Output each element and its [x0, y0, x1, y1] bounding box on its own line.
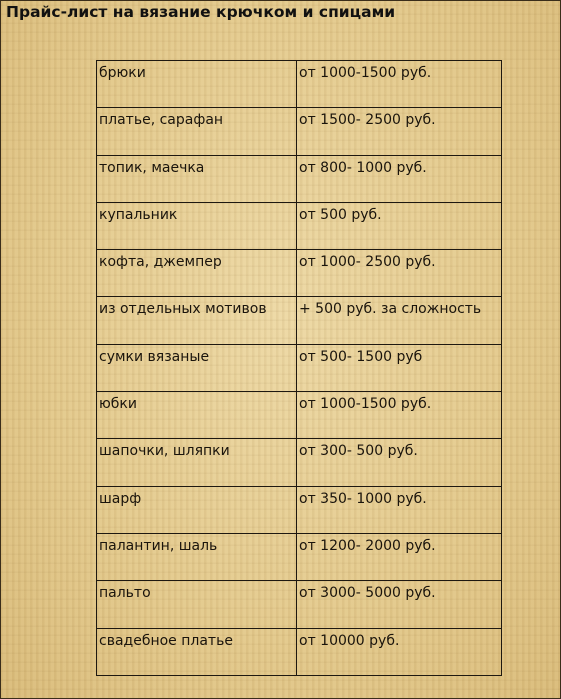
table-row [97, 155, 502, 202]
table-row [97, 202, 502, 249]
item-price-cell: от 800- 1000 руб. [297, 155, 502, 202]
item-price-cell: от 500 руб. [297, 202, 502, 249]
table-row [97, 250, 502, 297]
table-row [97, 108, 502, 155]
table-row [97, 486, 502, 533]
item-name-cell: топик, маечка [97, 155, 297, 202]
item-price-cell: от 10000 руб. [297, 628, 502, 675]
item-price-cell: от 3000- 5000 руб. [297, 581, 502, 628]
item-name-cell: шарф [97, 486, 297, 533]
item-name-cell: палантин, шаль [97, 533, 297, 580]
page-title: Прайс-лист на вязание крючком и спицами [6, 3, 396, 21]
item-price-cell: от 350- 1000 руб. [297, 486, 502, 533]
item-price-cell: от 1200- 2000 руб. [297, 533, 502, 580]
item-price-cell: от 1500- 2500 руб. [297, 108, 502, 155]
item-price-cell: от 1000-1500 руб. [297, 61, 502, 108]
table-row [97, 61, 502, 108]
item-name-cell: брюки [97, 61, 297, 108]
item-price-cell: от 1000- 2500 руб. [297, 250, 502, 297]
item-price-cell: от 500- 1500 руб [297, 344, 502, 391]
item-price-cell: от 300- 500 руб. [297, 439, 502, 486]
table-row [97, 297, 502, 344]
item-name-cell: кофта, джемпер [97, 250, 297, 297]
table-row [97, 439, 502, 486]
table-row [97, 533, 502, 580]
item-name-cell: свадебное платье [97, 628, 297, 675]
item-name-cell: купальник [97, 202, 297, 249]
item-price-cell: от 1000-1500 руб. [297, 392, 502, 439]
item-price-cell: + 500 руб. за сложность [297, 297, 502, 344]
item-name-cell: сумки вязаные [97, 344, 297, 391]
item-name-cell: из отдельных мотивов [97, 297, 297, 344]
item-name-cell: шапочки, шляпки [97, 439, 297, 486]
item-name-cell: пальто [97, 581, 297, 628]
table-row [97, 392, 502, 439]
price-table [96, 60, 502, 676]
table-row [97, 581, 502, 628]
item-name-cell: юбки [97, 392, 297, 439]
table-row [97, 628, 502, 675]
item-name-cell: платье, сарафан [97, 108, 297, 155]
table-row [97, 344, 502, 391]
